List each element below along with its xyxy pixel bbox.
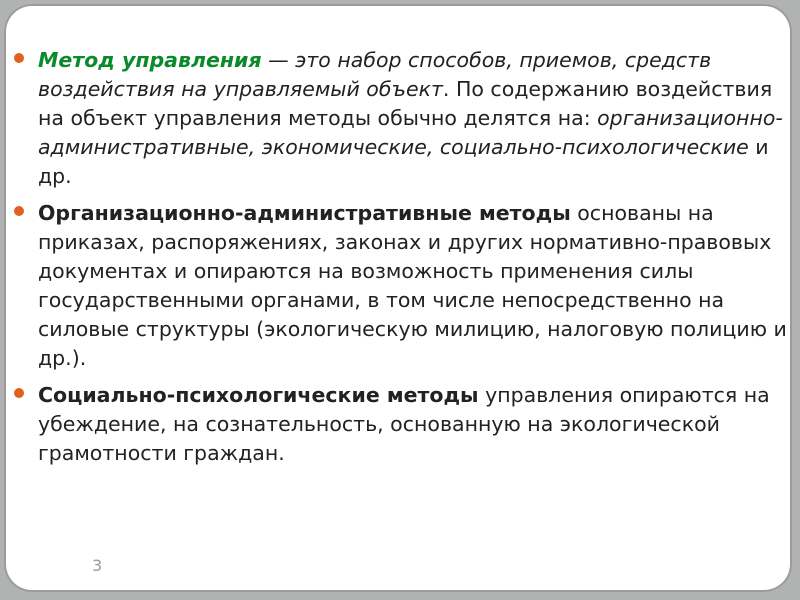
paragraph-social-psych-methods	[36, 381, 788, 468]
method-types-text: организационно-административные, экономические, социально-психологические	[38, 106, 783, 159]
bullet-icon	[14, 388, 24, 398]
org-admin-methods-heading: Организационно-административные методы	[38, 201, 571, 225]
term-management-method: Метод управления	[38, 48, 262, 72]
paragraph-org-admin-methods	[36, 199, 788, 373]
social-psych-methods-text: управления опираются на убеждение, на сознательность, основанную на экологической грамотности граждан.	[38, 383, 770, 465]
definition-text: — это набор способов, приемов, средств воздействия на управляемый объект	[38, 48, 712, 101]
org-admin-methods-text: основаны на приказах, распоряжениях, законах и других нормативно-правовых документах и опираются на возможность применения силы государственными органами, в том числе непосредственно на силовые структуры (экологическую милицию, налоговую полицию и др.).	[38, 201, 787, 370]
slide-content	[36, 46, 788, 476]
bullet-icon	[14, 53, 24, 63]
page-number: 3	[92, 556, 103, 575]
paragraph-method-definition	[36, 46, 788, 191]
bullet-icon	[14, 206, 24, 216]
slide	[6, 6, 790, 590]
etc-text: и др.	[38, 135, 769, 188]
classification-text: . По содержанию воздействия на объект управления методы обычно делятся на:	[38, 77, 773, 130]
social-psych-methods-heading: Социально-психологические методы	[38, 383, 479, 407]
